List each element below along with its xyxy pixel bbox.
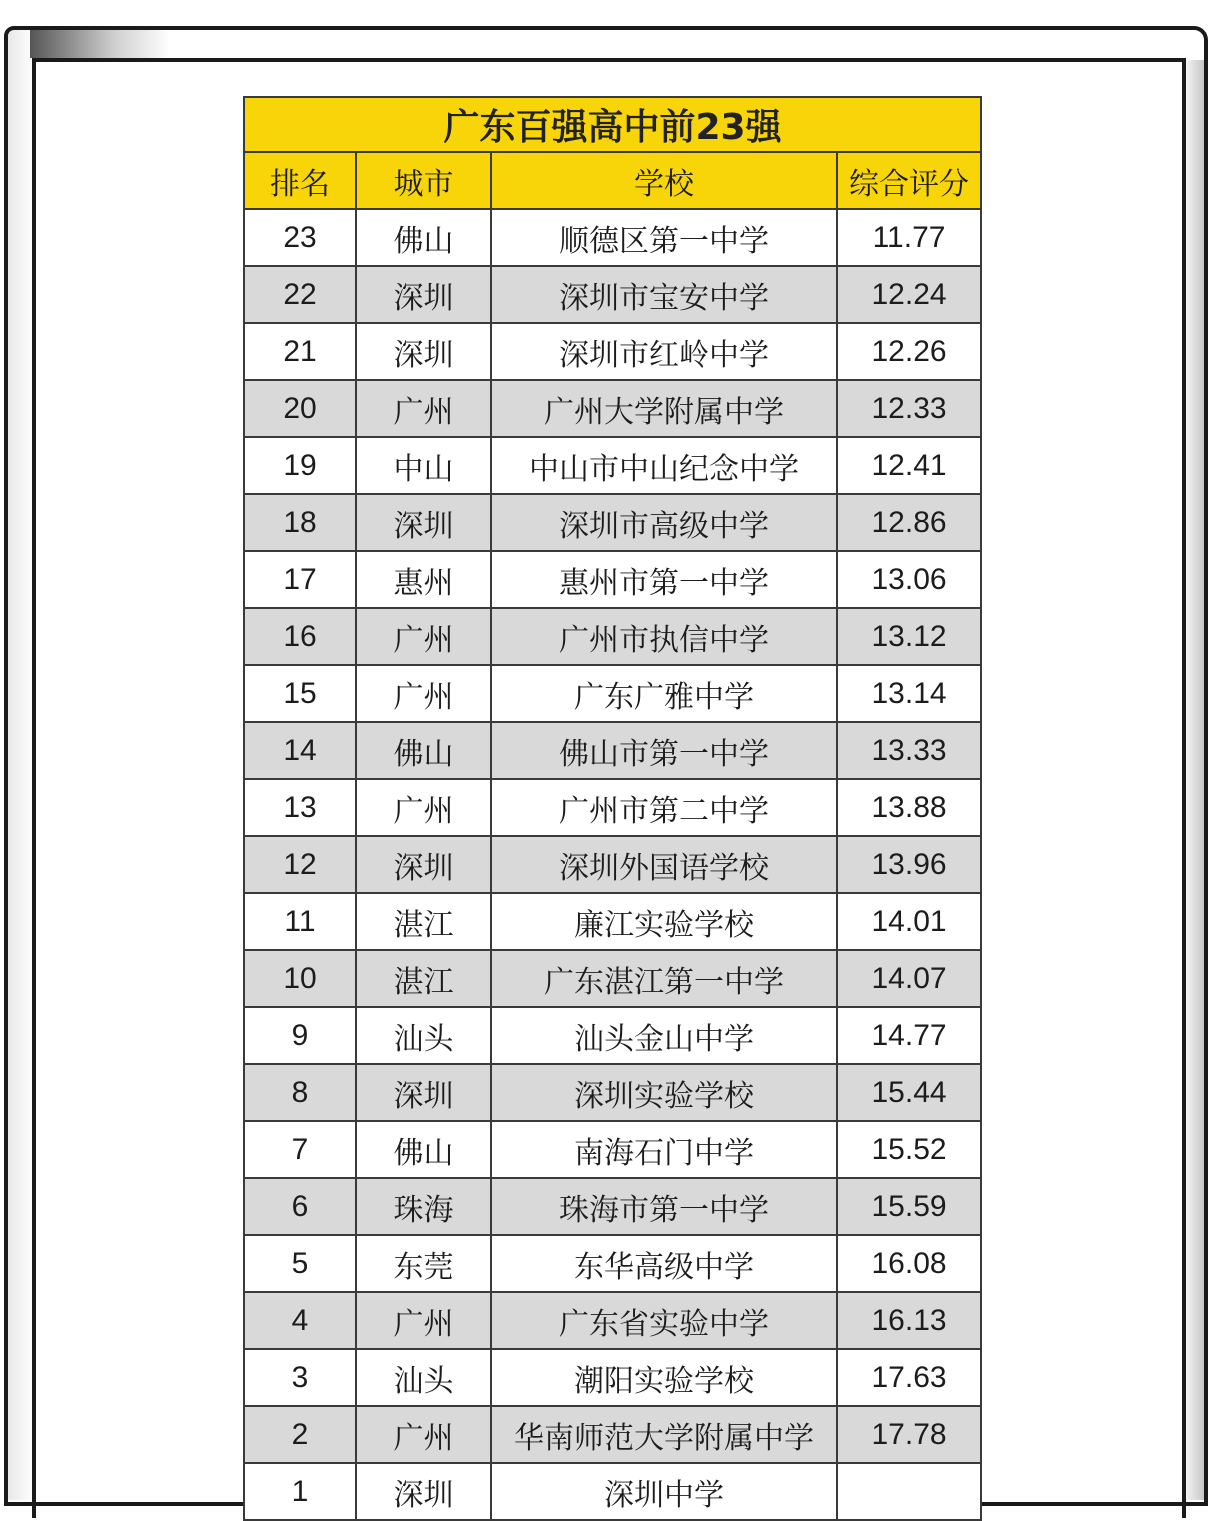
table-row [244, 1121, 981, 1178]
city-cell: 深圳 [356, 494, 491, 551]
score-cell: 14.01 [837, 893, 981, 950]
score-cell: 12.26 [837, 323, 981, 380]
table-body [244, 209, 981, 1520]
score-cell: 12.41 [837, 437, 981, 494]
table-row [244, 266, 981, 323]
city-cell: 汕头 [356, 1349, 491, 1406]
header-score: 综合评分 [837, 152, 981, 209]
city-cell: 广州 [356, 1406, 491, 1463]
score-cell: 14.77 [837, 1007, 981, 1064]
score-cell: 11.77 [837, 209, 981, 266]
rank-cell: 12 [244, 836, 356, 893]
header-rank: 排名 [244, 152, 356, 209]
score-cell: 17.63 [837, 1349, 981, 1406]
city-cell: 湛江 [356, 950, 491, 1007]
city-cell: 广州 [356, 380, 491, 437]
table-row [244, 494, 981, 551]
rank-cell: 4 [244, 1292, 356, 1349]
rank-cell: 1 [244, 1463, 356, 1520]
rank-cell: 21 [244, 323, 356, 380]
school-cell: 广东湛江第一中学 [491, 950, 837, 1007]
frame-shadow-top [30, 30, 170, 58]
score-cell: 13.96 [837, 836, 981, 893]
school-cell: 深圳中学 [491, 1463, 837, 1520]
rank-cell: 17 [244, 551, 356, 608]
score-cell: 12.33 [837, 380, 981, 437]
table-row [244, 380, 981, 437]
score-cell: 13.88 [837, 779, 981, 836]
table-row [244, 209, 981, 266]
score-cell: 15.44 [837, 1064, 981, 1121]
school-cell: 深圳市宝安中学 [491, 266, 837, 323]
city-cell: 珠海 [356, 1178, 491, 1235]
score-cell [837, 1463, 981, 1520]
rank-cell: 9 [244, 1007, 356, 1064]
table-row [244, 1406, 981, 1463]
rank-cell: 2 [244, 1406, 356, 1463]
school-cell: 广州市执信中学 [491, 608, 837, 665]
school-cell: 珠海市第一中学 [491, 1178, 837, 1235]
city-cell: 佛山 [356, 722, 491, 779]
city-cell: 深圳 [356, 266, 491, 323]
school-cell: 潮阳实验学校 [491, 1349, 837, 1406]
school-cell: 深圳实验学校 [491, 1064, 837, 1121]
rank-cell: 18 [244, 494, 356, 551]
school-cell: 廉江实验学校 [491, 893, 837, 950]
city-cell: 深圳 [356, 1064, 491, 1121]
score-cell: 14.07 [837, 950, 981, 1007]
city-cell: 深圳 [356, 836, 491, 893]
score-cell: 15.52 [837, 1121, 981, 1178]
ranking-table [243, 96, 982, 1521]
table-row [244, 1349, 981, 1406]
header-school: 学校 [491, 152, 837, 209]
school-cell: 惠州市第一中学 [491, 551, 837, 608]
rank-cell: 14 [244, 722, 356, 779]
rank-cell: 5 [244, 1235, 356, 1292]
table-row [244, 779, 981, 836]
rank-cell: 20 [244, 380, 356, 437]
table-row [244, 1178, 981, 1235]
school-cell: 广东省实验中学 [491, 1292, 837, 1349]
rank-cell: 7 [244, 1121, 356, 1178]
rank-cell: 3 [244, 1349, 356, 1406]
school-cell: 汕头金山中学 [491, 1007, 837, 1064]
school-cell: 深圳市高级中学 [491, 494, 837, 551]
table-row [244, 1463, 981, 1520]
rank-cell: 6 [244, 1178, 356, 1235]
school-cell: 广州市第二中学 [491, 779, 837, 836]
rank-cell: 11 [244, 893, 356, 950]
header-city: 城市 [356, 152, 491, 209]
table-row [244, 323, 981, 380]
school-cell: 东华高级中学 [491, 1235, 837, 1292]
city-cell: 广州 [356, 1292, 491, 1349]
score-cell: 13.12 [837, 608, 981, 665]
table-row [244, 1007, 981, 1064]
table-row [244, 722, 981, 779]
score-cell: 13.33 [837, 722, 981, 779]
table-row [244, 950, 981, 1007]
city-cell: 广州 [356, 608, 491, 665]
rank-cell: 10 [244, 950, 356, 1007]
school-cell: 南海石门中学 [491, 1121, 837, 1178]
score-cell: 13.14 [837, 665, 981, 722]
table-row [244, 893, 981, 950]
table-row [244, 551, 981, 608]
rank-cell: 19 [244, 437, 356, 494]
school-cell: 华南师范大学附属中学 [491, 1406, 837, 1463]
score-cell: 12.86 [837, 494, 981, 551]
score-cell: 13.06 [837, 551, 981, 608]
school-cell: 广州大学附属中学 [491, 380, 837, 437]
table-row [244, 1064, 981, 1121]
school-cell: 中山市中山纪念中学 [491, 437, 837, 494]
score-cell: 15.59 [837, 1178, 981, 1235]
school-cell: 广东广雅中学 [491, 665, 837, 722]
rank-cell: 23 [244, 209, 356, 266]
table-row [244, 665, 981, 722]
city-cell: 广州 [356, 779, 491, 836]
table-title: 广东百强高中前23强 [244, 97, 981, 152]
school-cell: 深圳市红岭中学 [491, 323, 837, 380]
city-cell: 惠州 [356, 551, 491, 608]
table-row [244, 1235, 981, 1292]
school-cell: 深圳外国语学校 [491, 836, 837, 893]
city-cell: 湛江 [356, 893, 491, 950]
city-cell: 汕头 [356, 1007, 491, 1064]
rank-cell: 8 [244, 1064, 356, 1121]
school-cell: 佛山市第一中学 [491, 722, 837, 779]
rank-cell: 16 [244, 608, 356, 665]
table-row [244, 836, 981, 893]
city-cell: 深圳 [356, 323, 491, 380]
table-row [244, 437, 981, 494]
score-cell: 12.24 [837, 266, 981, 323]
city-cell: 中山 [356, 437, 491, 494]
school-cell: 顺德区第一中学 [491, 209, 837, 266]
table-row [244, 1292, 981, 1349]
rank-cell: 15 [244, 665, 356, 722]
city-cell: 佛山 [356, 209, 491, 266]
table-row [244, 608, 981, 665]
city-cell: 深圳 [356, 1463, 491, 1520]
city-cell: 广州 [356, 665, 491, 722]
city-cell: 东莞 [356, 1235, 491, 1292]
header-row [244, 152, 981, 209]
rank-cell: 13 [244, 779, 356, 836]
score-cell: 17.78 [837, 1406, 981, 1463]
rank-cell: 22 [244, 266, 356, 323]
score-cell: 16.08 [837, 1235, 981, 1292]
score-cell: 16.13 [837, 1292, 981, 1349]
city-cell: 佛山 [356, 1121, 491, 1178]
